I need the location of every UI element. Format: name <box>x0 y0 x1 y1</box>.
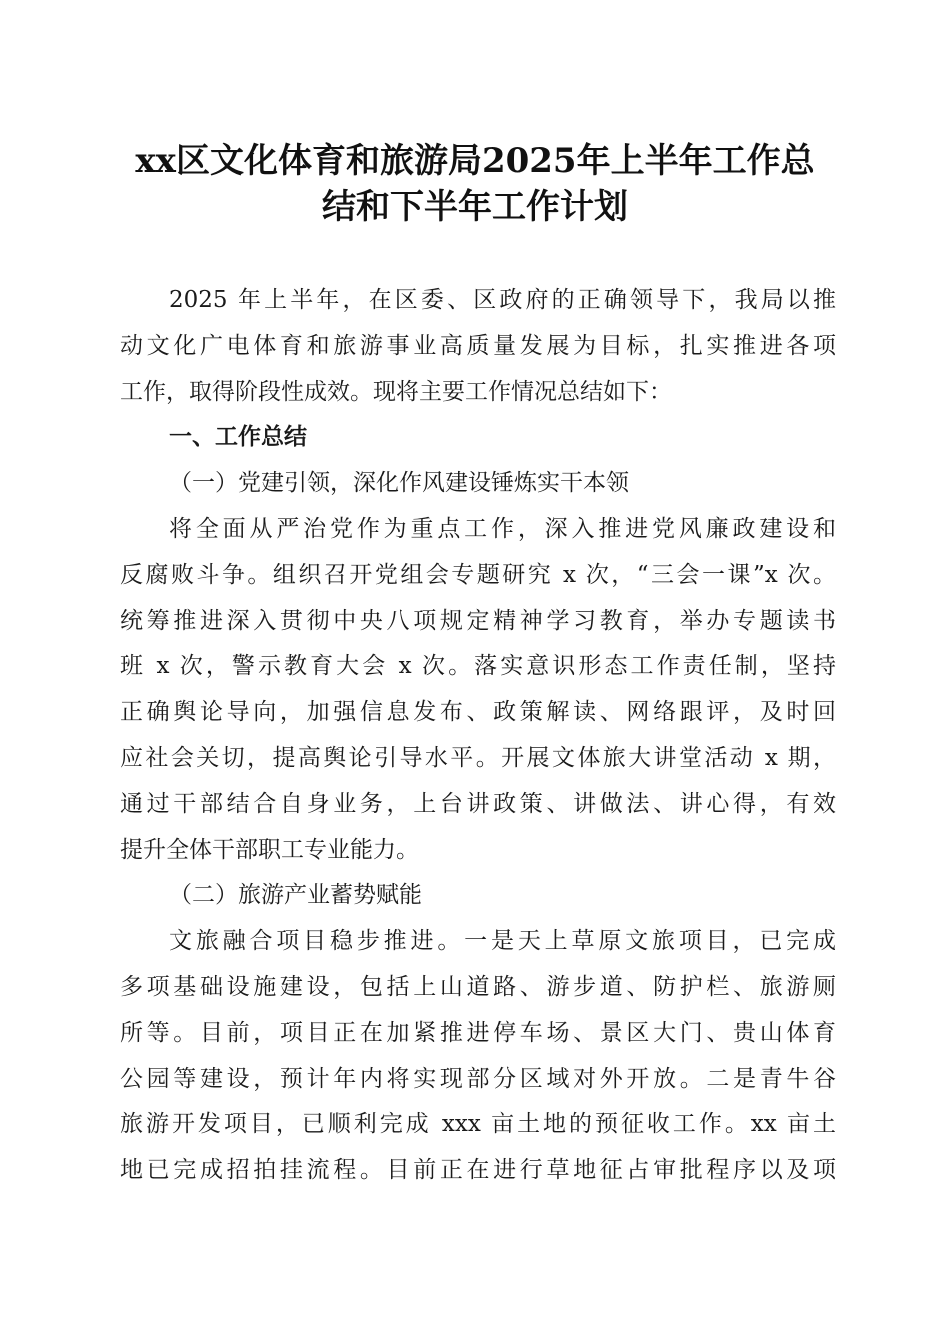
document-title <box>100 138 850 230</box>
intro-line: 动文化广电体育和旅游事业高质量发展为目标，扎实推进各项 <box>120 332 836 359</box>
subsection-heading: （一）党建引领，深化作风建设锤炼实干本领 <box>169 470 629 497</box>
paragraph-line: 多项基础设施建设，包括上山道路、游步道、防护栏、旅游厕 <box>120 973 836 1000</box>
paragraph-line: 提升全体干部职工专业能力。 <box>120 836 419 863</box>
paragraph-line: 正确舆论导向，加强信息发布、政策解读、网络跟评，及时回 <box>120 699 836 726</box>
paragraph-line: 通过干部结合自身业务，上台讲政策、讲做法、讲心得，有效 <box>120 790 836 817</box>
section-heading: 一、工作总结 <box>169 424 307 451</box>
title-line: 结和下半年工作计划 <box>322 187 628 227</box>
paragraph-line: 所等。目前，项目正在加紧推进停车场、景区大门、贵山体育 <box>120 1019 836 1046</box>
paragraph-line: 将全面从严治党作为重点工作，深入推进党风廉政建设和 <box>169 515 836 542</box>
paragraph-line: 应社会关切，提高舆论引导水平。开展文体旅大讲堂活动 x 期， <box>120 744 836 771</box>
paragraph-line: 统筹推进深入贯彻中央八项规定精神学习教育，举办专题读书 <box>120 607 836 634</box>
paragraph-line: 文旅融合项目稳步推进。一是天上草原文旅项目，已完成 <box>169 928 836 955</box>
paragraph-line: 地已完成招拍挂流程。目前正在进行草地征占审批程序以及项 <box>120 1157 836 1184</box>
intro-line: 2025 年上半年，在区委、区政府的正确领导下，我局以推 <box>169 287 836 313</box>
paragraph-line: 班 x 次，警示教育大会 x 次。落实意识形态工作责任制，坚持 <box>120 653 836 680</box>
title-line: xx区文化体育和旅游局2025年上半年工作总 <box>135 141 815 181</box>
paragraph-line: 公园等建设，预计年内将实现部分区域对外开放。二是青牛谷 <box>120 1065 836 1092</box>
paragraph-line: 反腐败斗争。组织召开党组会专题研究 x 次，“三会一课”x 次。 <box>120 561 836 588</box>
subsection-heading: （二）旅游产业蓄势赋能 <box>169 882 422 909</box>
intro-line: 工作，取得阶段性成效。现将主要工作情况总结如下： <box>120 378 672 405</box>
paragraph-line: 旅游开发项目，已顺利完成 xxx 亩土地的预征收工作。xx 亩土 <box>120 1111 836 1138</box>
document-body <box>120 278 836 1194</box>
